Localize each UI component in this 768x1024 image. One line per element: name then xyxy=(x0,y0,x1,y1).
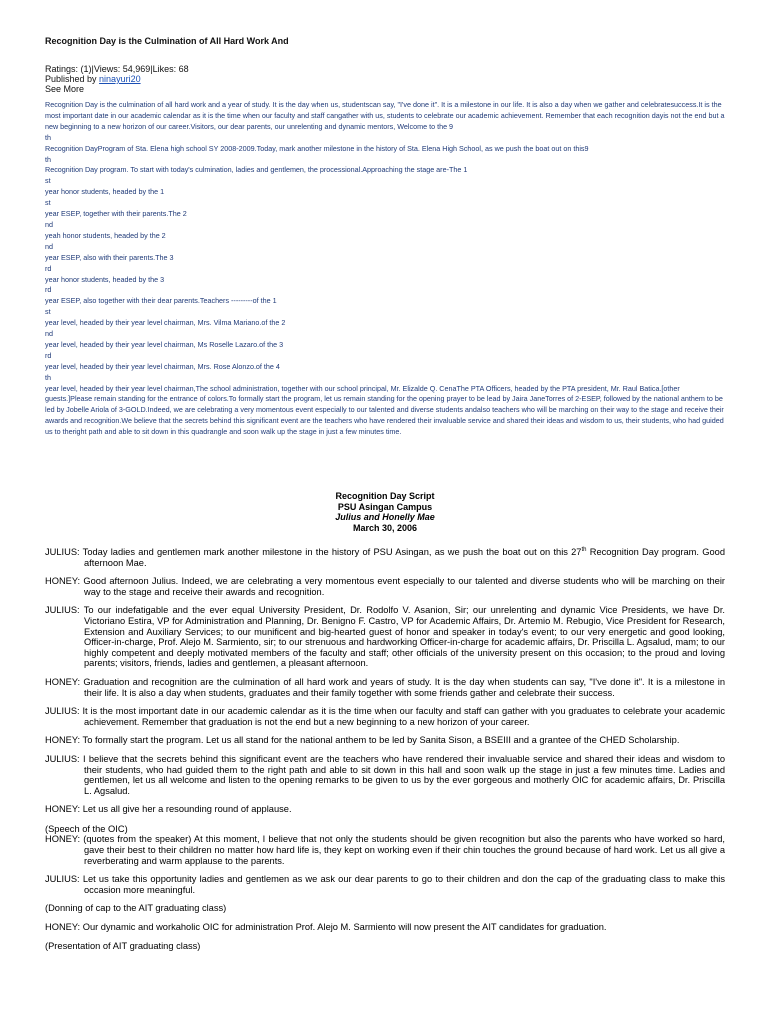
stage-direction: (Donning of cap to the AIT graduating class) xyxy=(45,903,227,914)
stage-direction: (Presentation of AIT graduating class) xyxy=(45,940,201,951)
script-paragraph: HONEY: Good afternoon Julius. Indeed, we are celebrating a very momentous event especially to our talented and diverse students who will be marching on their way to the stage and receive their awards and recognition. xyxy=(45,576,725,597)
script-title: Recognition Day Script xyxy=(335,491,435,501)
script-date: March 30, 2006 xyxy=(352,522,418,533)
script-heading xyxy=(45,491,725,533)
abstract-text: Recognition Day is the culmination of all hard work and a year of study. It is the day when us, studentscan say, "I've done it". It is a milestone in our life. It is also a day when we gather and celebratesuccess.It is the most important date in our academic calendar as it is the time when our faculty and staff cangather with us, students to celebrate our academic achievement. Remember that each recognition dayis not the end but a new beginning to a new horizon of our career.Visitors, our dear parents, our unrelenting and dynamic mentors, Welcome to the 9 th Recognition DayProgram of Sta. Elena high school SY 2008-2009.Today, mark another milestone in the history of Sta. Elena High School, as we push the boat out on this9 th Recognition Day program. To start with today's culmination, ladies and gentlemen, the processional.Approaching the stage are-The 1 st year honor students, headed by the 1 st year ESEP, together with their parents.The 2 nd yeah honor students, headed by the 2 nd year ESEP, also with their parents.The 3 rd year honor students, headed by the 3 rd year ESEP, also together with their dear parents.Teachers ---------of the 1 st year level, headed by their year level chairman, Mrs. Vilma Mariano.of the 2 nd year level, headed by their year level chairman, Ms Roselle Lazaro.of the 3 rd year level, headed by their year level chairman, Mrs. Rose Alonzo.of the 4 th year level, headed by their year level chairman,The school administration, together with our school principal, Mr. Elizalde Q. CenaThe PTA Officers, headed by the PTA president, Mr. Raul Batica.[other guests.]Please remain standing for the entrance of colors.To formally start the program, let us remain standing for the opening prayer to be lead by Jaira JaneTorres of 2-ESEP, followed by the national anthem to be led by Jobelle Ariola of 3-GOLD.Indeed, we are celebrating a very momentous event especially to our talented and diverse students andalso teachers who will be marching on their way to the stage and receive their awards and recognition.We believe that the secrets behind this significant event are the teachers who have rendered their invaluable service and shared their ideas and wisdom to us, their students, who had guided us to theright path and able to sit down in this quadrangle and soon walk up the stage in just a few minutes time. xyxy=(45,100,725,437)
script-paragraph: JULIUS: Let us take this opportunity ladies and gentlemen as we ask our dear parents to go to their children and don the cap of the graduating class to make this occasion more meaningful. xyxy=(45,874,725,895)
script-paragraph: HONEY: Graduation and recognition are the culmination of all hard work and years of study. It is the day when students can say, "I've done it". It is a milestone in their life. It is also a day when students, graduates and their family together with some friends gather and celebrate their success. xyxy=(45,676,725,698)
script-campus: PSU Asingan Campus xyxy=(337,501,433,512)
document-header xyxy=(45,36,725,438)
script-paragraph: JULIUS: It is the most important date in our academic calendar as it is the time when our faculty and staff can gather with you graduates to celebrate your academic achievement. Remember that graduation is not the end but a new beginning to a new horizon of your career. xyxy=(45,706,725,727)
script-paragraph: HONEY: To formally start the program. Let us all stand for the national anthem to be led by Sanita Sison, a BSEIII and a grantee of the CHED Scholarship. xyxy=(45,735,680,746)
script-document xyxy=(45,491,725,951)
script-paragraph: HONEY: (quotes from the speaker) At this moment, I believe that not only the students should be given recognition but also the parents who have worked so hard, gave their best to their children no matter how hard life is, they kept on working even if their chin touches the ground because of hard work. Let us all give a reverberating and warm applause to the parents. xyxy=(45,834,725,866)
published-prefix: Published by xyxy=(45,74,100,84)
script-paragraph: HONEY: Let us all give her a resounding round of applause. xyxy=(45,804,292,815)
ratings-line: Ratings: (1)|Views: 54,969|Likes: 68 xyxy=(45,64,189,74)
superscript: th xyxy=(581,546,587,553)
document-meta xyxy=(45,64,725,94)
script-text: JULIUS: Today ladies and gentlemen mark another milestone in the history of PSU Asingan, as we push the boat out on this 27 xyxy=(45,547,582,557)
script-text: Recognition Day program. Good afternoon Mae. xyxy=(84,547,725,568)
script-paragraph: JULIUS: To our indefatigable and the ever equal University President, Dr. Rodolfo V. Asanion, Sir; our unrelenting and dynamic Vice Presidents, we have Dr. Victoriano Estira, VP for Administration and Planning, Dr. Benigno F. Castro, VP for Academic Affairs, Dr. Artemio M. Rebugio, Vice President for Research, Extension and Auxiliary Services; to our munificent and big-hearted guest of honor and speaker in today's event; to our very energetic and good looking, Officer-in-charge, Prof. Alejo M. Sarmiento, sir; to our strenuous and hardworking Officer-in-charge for academic affairs, Dr. Priscilla L. Agsalud, mam; to our highly competent and deeply motivated members of the faculty and staff; other officials of the university present on this occasion; to the proud and loving parents; visitors, friends, ladies and gentlemen, a pleasant afternoon. xyxy=(45,605,725,669)
author-link[interactable]: ninayuri20 xyxy=(99,74,141,84)
script-paragraph: HONEY: Our dynamic and workaholic OIC for administration Prof. Alejo M. Sarmiento will now present the AIT candidates for graduation. xyxy=(45,922,607,933)
script-paragraph: JULIUS: I believe that the secrets behind this significant event are the teachers who have rendered their invaluable service and shared their ideas and wisdom to their students, who had guided them to the right path and able to sit down in this hall and soon walk up the stage in just a few minutes time. Ladies and gentlemen, let us all welcome and listen to the opening remarks to be given to us by the ever gorgeous and motherly OIC for academic affairs, Dr. Priscilla L. Agsalud. xyxy=(45,753,725,796)
script-paragraph xyxy=(45,547,725,568)
script-hosts: Julius and Honelly Mae xyxy=(335,512,435,522)
published-by xyxy=(45,74,725,84)
stage-direction: (Speech of the OIC) xyxy=(45,823,128,834)
document-title: Recognition Day is the Culmination of All Hard Work And xyxy=(45,36,289,46)
see-more-link[interactable]: See More xyxy=(45,84,85,94)
